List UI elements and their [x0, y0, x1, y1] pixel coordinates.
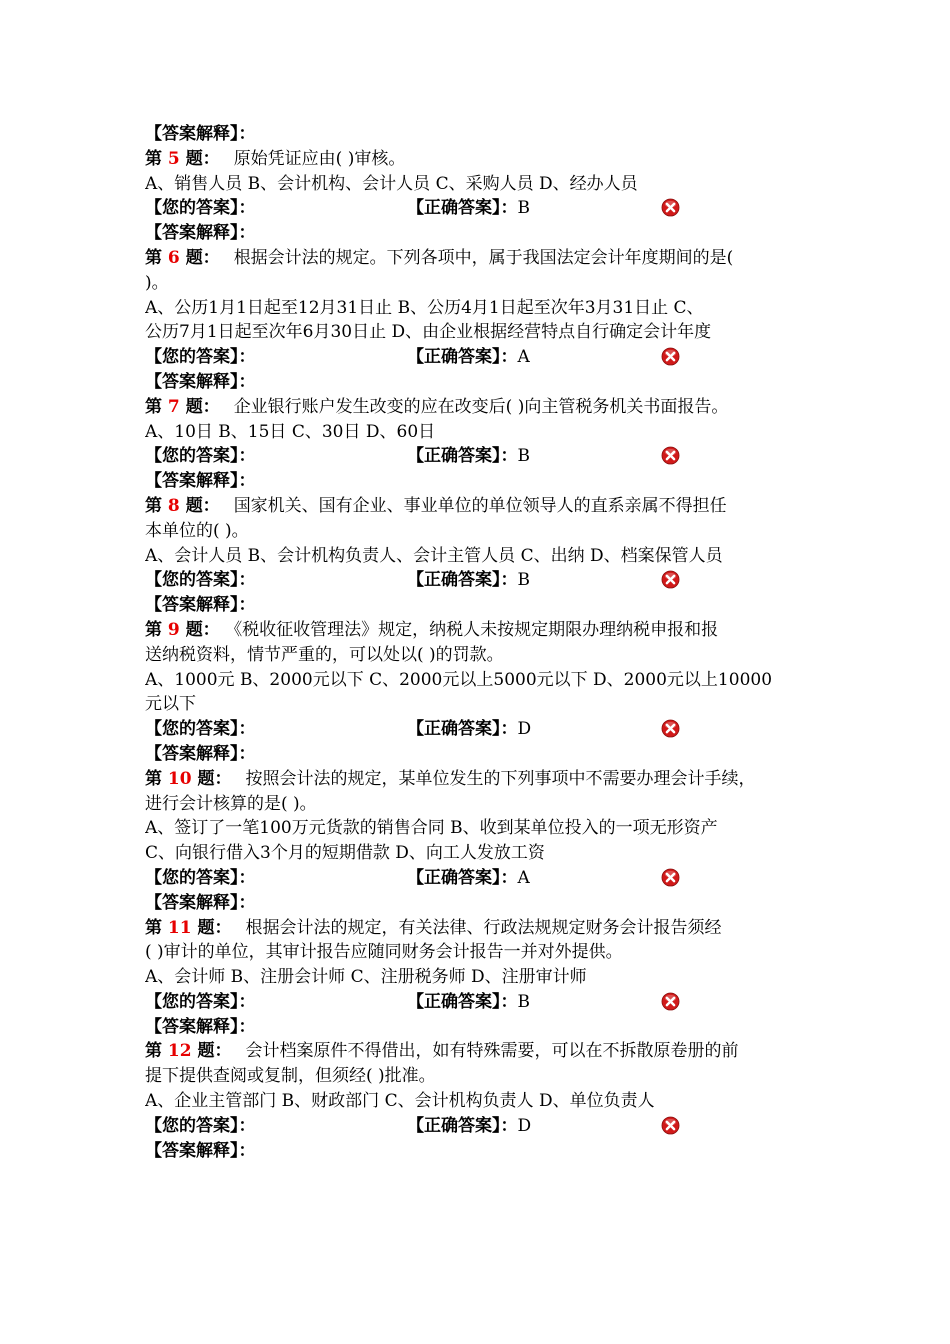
question-block — [145, 147, 815, 246]
question-number: 12 — [167, 1041, 192, 1062]
question-stem-line — [145, 395, 815, 420]
question-stem-continuation: 送纳税资料，情节严重的，可以处以( )的罚款。 — [145, 644, 504, 665]
correct-answer-value: D — [517, 719, 532, 740]
answer-explanation: 【答案解释】： — [145, 892, 256, 913]
answer-row — [145, 990, 815, 1015]
answer-explanation: 【答案解释】： — [145, 1140, 256, 1161]
your-answer-label: 【您的答案】： — [145, 719, 256, 740]
question-stem-continuation: 进行会计核算的是( )。 — [145, 793, 317, 814]
question-number: 7 — [167, 396, 180, 417]
question-text: 企业银行账户发生改变的应在改变后( )向主管税务机关书面报告。 — [233, 396, 729, 417]
your-answer-label: 【您的答案】： — [145, 446, 256, 467]
red-x-circle-icon — [661, 198, 680, 217]
correct-answer-value: B — [517, 198, 530, 219]
question-stem-continuation: 本单位的( )。 — [145, 520, 249, 541]
red-x-circle-icon — [661, 992, 680, 1011]
question-options: A、销售人员 B、会计机构、会计人员 C、采购人员 D、经办人员 — [145, 173, 638, 194]
correct-answer-value: D — [517, 1115, 532, 1136]
correct-answer-label: 【正确答案】： — [407, 719, 518, 740]
question-text: 根据会计法的规定。下列各项中，属于我国法定会计年度期间的是( — [233, 247, 734, 268]
question-number: 10 — [167, 768, 192, 789]
correct-answer — [407, 568, 530, 593]
correct-answer-value: B — [517, 570, 530, 591]
correct-answer-label: 【正确答案】： — [407, 446, 518, 467]
correct-answer-label: 【正确答案】： — [407, 570, 518, 591]
answer-row — [145, 1114, 815, 1139]
answer-explanation-header: 【答案解释】： — [145, 124, 256, 144]
correct-answer-label: 【正确答案】： — [407, 198, 518, 219]
your-answer-label: 【您的答案】： — [145, 867, 256, 888]
question-number: 6 — [167, 247, 180, 268]
question-text: 会计档案原件不得借出，如有特殊需要，可以在不拆散原卷册的前 — [245, 1041, 739, 1062]
question-stem-line — [145, 1039, 815, 1064]
answer-row — [145, 866, 815, 891]
red-x-circle-icon — [661, 868, 680, 887]
question-stem-line — [145, 767, 815, 792]
correct-answer-label: 【正确答案】： — [407, 991, 518, 1012]
question-text: 按照会计法的规定，某单位发生的下列事项中不需要办理会计手续， — [245, 768, 756, 789]
answer-row — [145, 568, 815, 593]
question-block — [145, 246, 815, 395]
question-text: 国家机关、国有企业、事业单位的单位领导人的直系亲属不得担任 — [233, 495, 727, 516]
question-title: 第 12 题： — [145, 1041, 232, 1062]
question-block — [145, 1039, 815, 1163]
your-answer-label: 【您的答案】： — [145, 1115, 256, 1136]
answer-explanation: 【答案解释】： — [145, 223, 256, 244]
question-text: 《税收征收管理法》规定，纳税人未按规定期限办理纳税申报和报 — [233, 619, 719, 640]
question-stem-line — [145, 494, 815, 519]
question-stem-line — [145, 618, 815, 643]
answer-explanation: 【答案解释】： — [145, 1016, 256, 1037]
correct-answer — [407, 444, 530, 469]
question-options: A、签订了一笔100万元货款的销售合同 B、收到某单位投入的一项无形资产 — [145, 818, 718, 839]
correct-answer — [407, 345, 530, 370]
correct-answer — [407, 990, 530, 1015]
question-options: A、10日 B、15日 C、30日 D、60日 — [145, 421, 436, 442]
red-x-circle-icon — [661, 446, 680, 465]
question-block — [145, 395, 815, 494]
correct-answer-value: A — [517, 867, 530, 888]
question-text: 原始凭证应由( )审核。 — [233, 148, 406, 169]
question-block — [145, 916, 815, 1040]
question-stem-continuation: )。 — [145, 272, 169, 293]
question-options: C、向银行借入3个月的短期借款 D、向工人发放工资 — [145, 843, 545, 864]
question-number: 11 — [167, 917, 192, 938]
correct-answer-label: 【正确答案】： — [407, 1115, 518, 1136]
answer-row — [145, 345, 815, 370]
question-title: 第 9 题： — [145, 619, 220, 640]
question-title: 第 8 题： — [145, 495, 220, 516]
question-number: 9 — [167, 619, 180, 640]
question-title: 第 11 题： — [145, 917, 232, 938]
red-x-circle-icon — [661, 1116, 680, 1135]
correct-answer-value: B — [517, 991, 530, 1012]
correct-answer-label: 【正确答案】： — [407, 867, 518, 888]
red-x-circle-icon — [661, 719, 680, 738]
red-x-circle-icon — [661, 570, 680, 589]
question-options: 元以下 — [145, 694, 196, 715]
question-options: A、企业主管部门 B、财政部门 C、会计机构负责人 D、单位负责人 — [145, 1091, 655, 1112]
your-answer-label: 【您的答案】： — [145, 347, 256, 368]
question-title: 第 5 题： — [145, 148, 220, 169]
correct-answer-value: B — [517, 446, 530, 467]
question-options: 公历7月1日起至次年6月30日止 D、由企业根据经营特点自行确定会计年度 — [145, 322, 712, 343]
question-stem-line — [145, 916, 815, 941]
answer-row — [145, 717, 815, 742]
answer-row — [145, 196, 815, 221]
question-options: A、会计师 B、注册会计师 C、注册税务师 D、注册审计师 — [145, 967, 587, 988]
answer-explanation: 【答案解释】： — [145, 595, 256, 616]
question-options: A、会计人员 B、会计机构负责人、会计主管人员 C、出纳 D、档案保管人员 — [145, 545, 723, 566]
answer-explanation: 【答案解释】： — [145, 471, 256, 492]
exam-review-page — [145, 122, 815, 1163]
question-stem-continuation: 提下提供查阅或复制，但须经( )批准。 — [145, 1066, 436, 1087]
correct-answer — [407, 866, 530, 891]
your-answer-label: 【您的答案】： — [145, 991, 256, 1012]
question-title: 第 10 题： — [145, 768, 232, 789]
red-x-circle-icon — [661, 347, 680, 366]
correct-answer — [407, 717, 531, 742]
correct-answer-label: 【正确答案】： — [407, 347, 518, 368]
question-title: 第 7 题： — [145, 396, 220, 417]
question-text: 根据会计法的规定，有关法律、行政法规规定财务会计报告须经 — [245, 917, 722, 938]
question-number: 5 — [167, 148, 180, 169]
answer-explanation: 【答案解释】： — [145, 371, 256, 392]
question-stem-line — [145, 246, 815, 271]
question-stem-line — [145, 147, 815, 172]
correct-answer — [407, 196, 530, 221]
question-list — [145, 147, 815, 1164]
question-block — [145, 618, 815, 767]
answer-row — [145, 444, 815, 469]
correct-answer-value: A — [517, 347, 530, 368]
question-number: 8 — [167, 495, 180, 516]
correct-answer — [407, 1114, 531, 1139]
question-title: 第 6 题： — [145, 247, 220, 268]
your-answer-label: 【您的答案】： — [145, 198, 256, 219]
question-block — [145, 494, 815, 618]
question-options: A、1000元 B、2000元以下 C、2000元以上5000元以下 D、2000元以上10000 — [145, 669, 773, 690]
answer-explanation: 【答案解释】： — [145, 743, 256, 764]
question-stem-continuation: ( )审计的单位，其审计报告应随同财务会计报告一并对外提供。 — [145, 942, 623, 963]
your-answer-label: 【您的答案】： — [145, 570, 256, 591]
question-options: A、公历1月1日起至12月31日止 B、公历4月1日起至次年3月31日止 C、 — [145, 297, 704, 318]
question-block — [145, 767, 815, 916]
